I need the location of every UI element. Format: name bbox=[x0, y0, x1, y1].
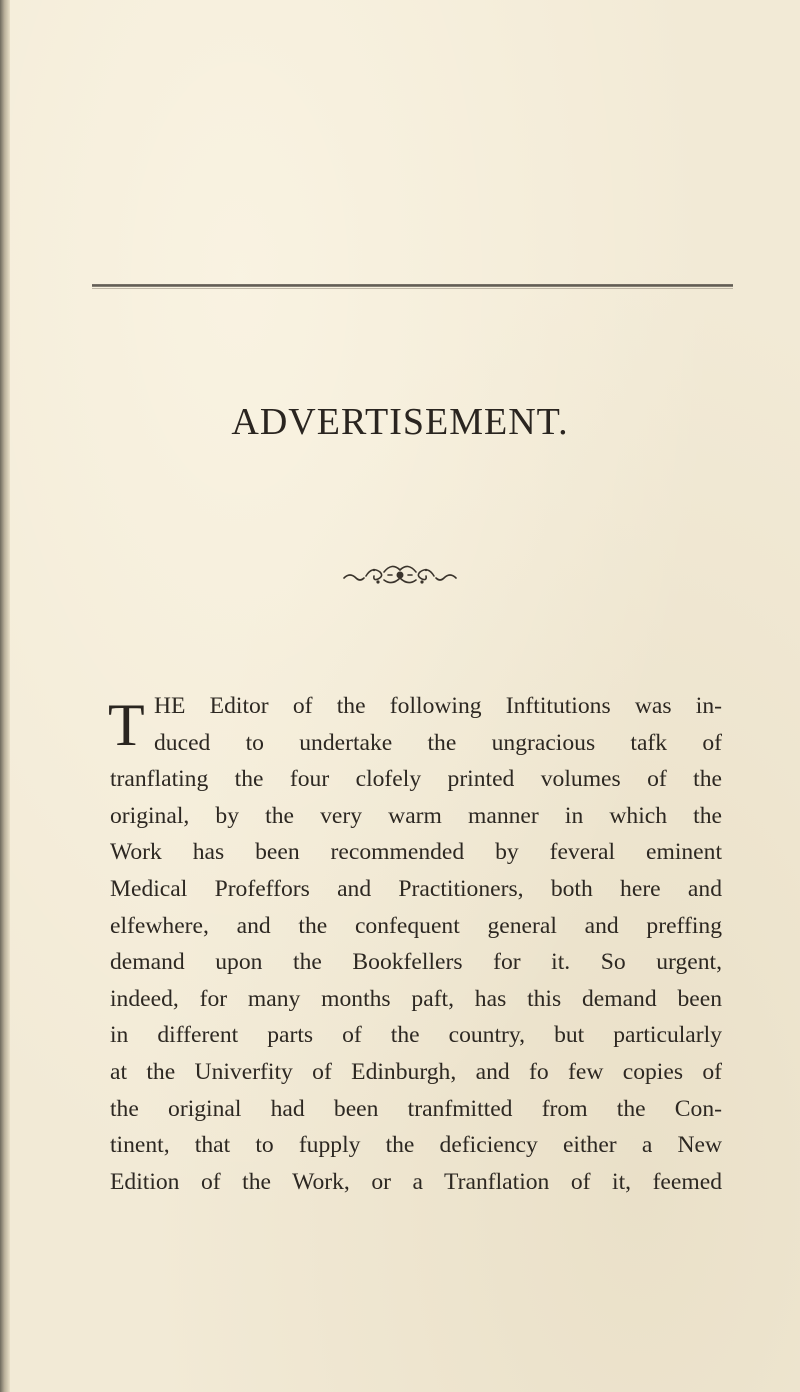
text-line: tranflating the four clofely printed volumes of the bbox=[110, 766, 722, 793]
text-line: HE Editor of the following Inftitutions was in- bbox=[154, 693, 722, 719]
page-heading: ADVERTISEMENT. bbox=[231, 401, 569, 443]
text-line: duced to undertake the ungracious tafk of bbox=[154, 729, 722, 756]
text-line: tinent, that to fupply the deficiency either a New bbox=[110, 1132, 722, 1159]
text-line: the original had been tranfmitted from the Con- bbox=[110, 1095, 722, 1122]
text-line: original, by the very warm manner in which the bbox=[110, 802, 722, 829]
text-line: Work has been recommended by feveral eminent bbox=[110, 839, 722, 866]
body-paragraph bbox=[110, 688, 722, 1200]
text-line: indeed, for many months paft, has this demand been bbox=[110, 985, 722, 1012]
text-line: Medical Profeffors and Practitioners, both here and bbox=[110, 875, 722, 902]
text-line: Edition of the Work, or a Tranflation of it, feemed bbox=[110, 1168, 722, 1195]
text-line: in different parts of the country, but particularly bbox=[110, 1022, 722, 1049]
ornament-icon bbox=[340, 560, 460, 590]
header-rule bbox=[92, 284, 733, 287]
header-rule-thin bbox=[92, 288, 733, 289]
text-line: at the Univerfity of Edinburgh, and fo few copies of bbox=[110, 1058, 722, 1085]
book-spine-edge bbox=[0, 0, 10, 1392]
text-line: demand upon the Bookfellers for it. So urgent, bbox=[110, 949, 722, 976]
text-line: elfewhere, and the confequent general and preffing bbox=[110, 912, 722, 939]
drop-cap: T bbox=[108, 692, 145, 758]
